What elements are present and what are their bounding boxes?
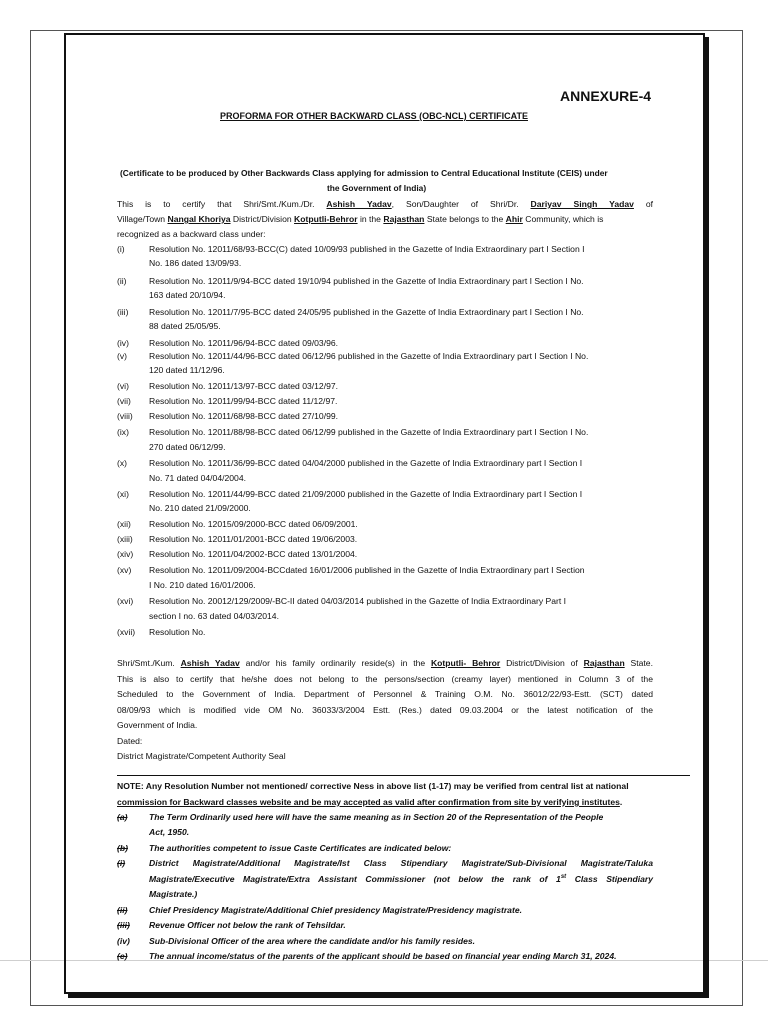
resolution-text: Resolution No. 12011/96/94-BCC dated 09/03/96. <box>149 338 339 348</box>
resident-name: Ashish Yadav <box>180 658 240 668</box>
resolution-label: (iii) <box>117 307 129 317</box>
resolution-text: Resolution No. 12011/44/99-BCC dated 21/09/2000 published in the Gazette of India Extraordinary part I Section I <box>149 489 583 499</box>
resolution-text-cont: No. 186 dated 13/09/93. <box>149 258 242 268</box>
resolution-text: Resolution No. 12011/09/2004-BCCdated 16/01/2006 published in the Gazette of India Extraordinary part I Section <box>149 565 585 575</box>
authority-ii: Chief Presidency Magistrate/Additional Chief presidency Magistrate/Presidency magistrate. <box>149 905 522 915</box>
resolution-label: (i) <box>117 244 125 254</box>
certificate-subtitle-1: (Certificate to be produced by Other Backwards Class applying for admission to Central Educational Institute (CEIS) under <box>120 168 608 178</box>
resolution-text-cont: 163 dated 20/10/94. <box>149 290 226 300</box>
resolution-text: Resolution No. 12015/09/2000-BCC dated 06/09/2001. <box>149 519 358 529</box>
resolution-text: Resolution No. 12011/36/99-BCC dated 04/04/2000 published in the Gazette of India Extraordinary part I Section I <box>149 458 583 468</box>
intro-line-3: recognized as a backward class under: <box>117 229 266 239</box>
residence-line-4: 08/09/93 which is modified vide OM No. 36033/3/2004 Estt. (Res.) dated 09.03.2004 or the latest notification of the <box>117 705 653 715</box>
resolution-text: Resolution No. 12011/99/94-BCC dated 11/12/97. <box>149 396 338 406</box>
residence-line-3: Scheduled to the Government of India. Department of Personnel & Training O.M. No. 36012/22/93-Estt. (SCT) dated <box>117 689 653 699</box>
footnote-label: (ii) <box>117 905 128 915</box>
resolution-text-cont: No. 71 dated 04/04/2004. <box>149 473 246 483</box>
resolution-text-cont: No. 210 dated 21/09/2000. <box>149 503 251 513</box>
footnote-label: (i) <box>117 858 126 868</box>
authority-i-line-3: Magistrate.) <box>149 889 198 899</box>
residence-line-2: This is also to certify that he/she does not belong to the persons/section (creamy layer) mentioned in Column 3 of the <box>117 674 653 684</box>
community-name: Ahir <box>505 214 523 224</box>
footnote-label: (b) <box>117 843 128 853</box>
resolution-text-cont: section I no. 63 dated 04/03/2014. <box>149 611 279 621</box>
authority-iii: Revenue Officer not below the rank of Tehsildar. <box>149 920 346 930</box>
certificate-title: PROFORMA FOR OTHER BACKWARD CLASS (OBC-NCL) CERTIFICATE <box>220 111 528 121</box>
intro-line-2: Village/Town Nangal Khoriya District/Division Kotputli-Behror in the Rajasthan State belongs to the Ahir Community, which is <box>117 214 604 224</box>
resolution-text: Resolution No. 12011/68/93-BCC(C) dated 10/09/93 published in the Gazette of India Extraordinary part I Section I <box>149 244 585 254</box>
residence-line-1: Shri/Smt./Kum. Ashish Yadav and/or his family ordinarily reside(s) in the Kotputli- Behror District/Division of Rajasthan State. <box>117 658 653 668</box>
resolution-text-cont: I No. 210 dated 16/01/2006. <box>149 580 256 590</box>
resolution-label: (iv) <box>117 338 129 348</box>
resolution-text-cont: 120 dated 11/12/96. <box>149 365 225 375</box>
resolution-text: Resolution No. 20012/129/2009/-BC-II dated 04/03/2014 published in the Gazette of India Extraordinary Part I <box>149 596 567 606</box>
resolution-label: (xvii) <box>117 627 136 637</box>
village-name: Nangal Khoriya <box>167 214 231 224</box>
resolution-label: (vi) <box>117 381 129 391</box>
resolution-text: Resolution No. 12011/7/95-BCC dated 24/05/95 published in the Gazette of India Extraordinary part I Section I No. <box>149 307 584 317</box>
footnote-a-line-2: Act, 1950. <box>149 827 190 837</box>
footnote-label: (c) <box>117 951 128 961</box>
certificate-subtitle-2: the Government of India) <box>327 183 427 193</box>
district-name: Kotputli-Behror <box>294 214 358 224</box>
resolution-text: Resolution No. 12011/01/2001-BCC dated 19/06/2003. <box>149 534 358 544</box>
dated-label: Dated: <box>117 736 143 746</box>
resolution-label: (ii) <box>117 276 127 286</box>
resolution-label: (xiii) <box>117 534 133 544</box>
resolution-text: Resolution No. 12011/04/2002-BCC dated 13/01/2004. <box>149 549 358 559</box>
resident-district: Kotputli- Behror <box>430 658 501 668</box>
resolution-text: Resolution No. 12011/68/98-BCC dated 27/10/99. <box>149 411 339 421</box>
authority-i-line-1: District Magistrate/Additional Magistrate/Ist Class Stipendiary Magistrate/Sub-Divisional Magistrate/Taluka <box>149 858 653 868</box>
resolution-label: (viii) <box>117 411 133 421</box>
resolution-text-cont: 270 dated 06/12/99. <box>149 442 226 452</box>
resolution-text: Resolution No. 12011/9/94-BCC dated 19/10/94 published in the Gazette of India Extraordinary part I Section I No. <box>149 276 584 286</box>
annexure-heading: ANNEXURE-4 <box>560 88 652 104</box>
page-shadow-bottom <box>68 994 709 998</box>
resolution-text-cont: 88 dated 25/05/95. <box>149 321 221 331</box>
footnote-c: The annual income/status of the parents of the applicant should be based on financial year ending March 31, 2024. <box>149 951 617 961</box>
authority-iv: Sub-Divisional Officer of the area where the candidate and/or his family resides. <box>149 936 476 946</box>
father-name: Dariyav Singh Yadav <box>530 199 634 209</box>
resolution-label: (xii) <box>117 519 131 529</box>
resolution-label: (x) <box>117 458 128 468</box>
resolution-label: (vii) <box>117 396 131 406</box>
authority-i-line-2: Magistrate/Executive Magistrate/Extra Assistant Commissioner (not below the rank of 1st Class Stipendiary <box>149 874 653 884</box>
intro-line-1: This is to certify that Shri/Smt./Kum./Dr. Ashish Yadav, Son/Daughter of Shri/Dr. Dariyav Singh Yadav of <box>117 199 654 209</box>
footnote-label: (iv) <box>117 936 130 946</box>
note-top-rule <box>117 775 690 776</box>
resolution-text: Resolution No. <box>149 627 206 637</box>
resident-state: Rajasthan <box>583 658 625 668</box>
resolution-label: (ix) <box>117 427 129 437</box>
footnote-label: (iii) <box>117 920 130 930</box>
resolution-text: Resolution No. 12011/13/97-BCC dated 03/12/97. <box>149 381 339 391</box>
footnote-b-line-1: The authorities competent to issue Caste Certificates are indicated below: <box>149 843 452 853</box>
footnote-a-line-1: The Term Ordinarily used here will have the same meaning as in Section 20 of the Representation of the People <box>149 812 604 822</box>
state-name: Rajasthan <box>383 214 425 224</box>
resolution-label: (v) <box>117 351 128 361</box>
resolution-text: Resolution No. 12011/88/98-BCC dated 06/12/99 published in the Gazette of India Extraordinary part I Section I No. <box>149 427 589 437</box>
resolution-label: (xvi) <box>117 596 134 606</box>
candidate-name: Ashish Yadav <box>326 199 392 209</box>
note-line-2: commission for Backward classes website and be may accepted as valid after confirmation from site by verifying institutes. <box>117 797 623 807</box>
note-line-1: NOTE: Any Resolution Number not mentioned/ corrective Ness in above list (1-17) may be verified from central list at national <box>117 781 629 791</box>
resolution-text: Resolution No. 12011/44/96-BCC dated 06/12/96 published in the Gazette of India Extraordinary part I Section I No. <box>149 351 589 361</box>
footnote-label: (a) <box>117 812 128 822</box>
resolution-label: (xi) <box>117 489 129 499</box>
page-shadow-right <box>705 37 709 998</box>
residence-line-5: Government of India. <box>117 720 198 730</box>
seal-label: District Magistrate/Competent Authority Seal <box>117 751 286 761</box>
resolution-label: (xv) <box>117 565 132 575</box>
resolution-label: (xiv) <box>117 549 134 559</box>
